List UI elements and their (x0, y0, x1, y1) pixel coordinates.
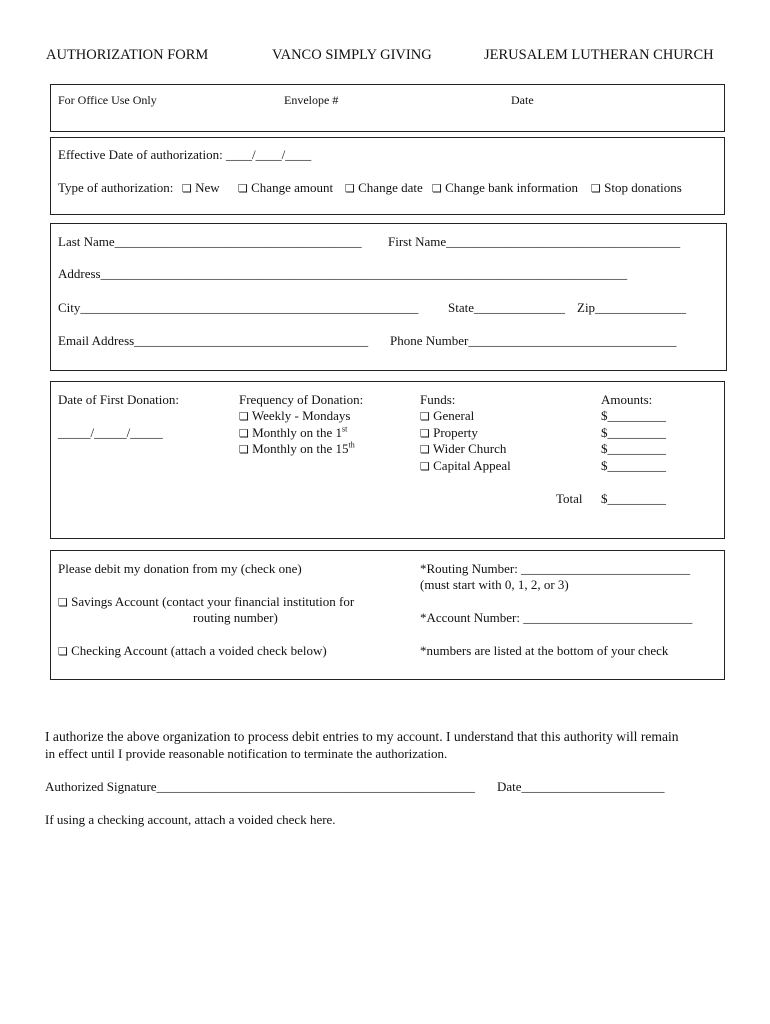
total-label: Total (556, 491, 583, 506)
state-field[interactable]: State______________ (448, 300, 565, 315)
numbers-note: *numbers are listed at the bottom of your check (420, 643, 669, 658)
checkbox-icon[interactable]: ❏ (420, 410, 430, 423)
signature-date-field[interactable]: Date______________________ (497, 779, 665, 794)
envelope-label: Envelope # (284, 93, 339, 107)
debit-prompt: Please debit my donation from my (check one) (58, 561, 302, 576)
auth-type-change-amount[interactable] (238, 180, 333, 196)
fund-label: Wider Church (432, 441, 507, 456)
amount-capital-appeal-field[interactable]: $_________ (601, 458, 666, 473)
auth-type-label: Change amount (251, 180, 334, 195)
auth-type-new[interactable] (182, 180, 220, 196)
form-title: AUTHORIZATION FORM (46, 47, 209, 63)
first-name-field[interactable]: First Name____________________________________ (388, 234, 681, 249)
frequency-label: Frequency of Donation: (239, 392, 364, 407)
funds-label: Funds: (420, 392, 456, 407)
church-name: JERUSALEM LUTHERAN CHURCH (484, 47, 714, 63)
email-field[interactable]: Email Address____________________________________ (58, 333, 369, 348)
auth-type-label: Change date (358, 180, 423, 195)
routing-number-note: (must start with 0, 1, 2, or 3) (420, 577, 569, 592)
fund-capital-appeal[interactable] (420, 458, 511, 474)
address-field[interactable]: Address_________________________________________________________________________________ (58, 266, 628, 281)
checkbox-icon[interactable]: ❏ (182, 182, 192, 195)
freq-monthly-1st[interactable] (239, 425, 347, 441)
auth-type-stop[interactable] (591, 180, 682, 196)
ordinal-suffix: th (348, 440, 355, 450)
auth-type-label: New (195, 180, 220, 195)
auth-type-change-date[interactable] (345, 180, 423, 196)
fund-wider-church[interactable] (420, 441, 506, 457)
freq-label: Monthly on the 15 (252, 441, 349, 456)
office-use-box (50, 84, 725, 132)
freq-label: Weekly - Mondays (251, 408, 351, 423)
checkbox-icon[interactable]: ❏ (58, 645, 68, 658)
checking-label: Checking Account (attach a voided check below) (71, 643, 327, 658)
office-date-label: Date (511, 93, 534, 107)
checkbox-icon[interactable]: ❏ (239, 427, 249, 440)
first-donation-date-field[interactable]: _____/_____/_____ (58, 425, 163, 440)
account-number-field[interactable]: *Account Number: __________________________ (420, 610, 693, 625)
amount-property-field[interactable]: $_________ (601, 425, 666, 440)
auth-type-change-bank[interactable] (432, 180, 578, 196)
city-field[interactable]: City____________________________________________________ (58, 300, 419, 315)
fund-label: General (433, 408, 475, 423)
amount-general-field[interactable]: $_________ (601, 408, 666, 423)
freq-monthly-15th[interactable] (239, 441, 355, 457)
fund-label: Property (433, 425, 478, 440)
checkbox-icon[interactable]: ❏ (238, 182, 248, 195)
last-name-field[interactable]: Last Name______________________________________ (58, 234, 362, 249)
checkbox-icon[interactable]: ❏ (420, 460, 430, 473)
fund-general[interactable] (420, 408, 474, 424)
effective-date-field[interactable]: Effective Date of authorization: ____/____/____ (58, 147, 312, 162)
authorization-statement-line1: I authorize the above organization to process debit entries to my account. I understand that this authority will remain (45, 729, 679, 744)
checkbox-icon[interactable]: ❏ (591, 182, 601, 195)
routing-number-field[interactable]: *Routing Number: __________________________ (420, 561, 691, 576)
ordinal-suffix: st (342, 424, 348, 434)
auth-type-label: Change bank information (445, 180, 578, 195)
checkbox-icon[interactable]: ❏ (239, 443, 249, 456)
freq-label: Monthly on the 1 (252, 425, 343, 440)
savings-label: Savings Account (contact your financial institution for (71, 594, 355, 609)
signature-field[interactable]: Authorized Signature_________________________________________________ (45, 779, 476, 794)
first-donation-label: Date of First Donation: (58, 392, 179, 407)
savings-account-note: routing number) (193, 610, 278, 625)
fund-property[interactable] (420, 425, 478, 441)
zip-field[interactable]: Zip______________ (577, 300, 687, 315)
checkbox-icon[interactable]: ❏ (58, 596, 68, 609)
checkbox-icon[interactable]: ❏ (420, 427, 430, 440)
auth-type-label: Stop donations (604, 180, 682, 195)
total-amount-field[interactable]: $_________ (601, 491, 666, 506)
authorization-statement-line2: in effect until I provide reasonable notification to terminate the authorization. (45, 746, 448, 761)
checkbox-icon[interactable]: ❏ (239, 410, 249, 423)
fund-label: Capital Appeal (433, 458, 511, 473)
provider-name: VANCO SIMPLY GIVING (272, 47, 432, 63)
amounts-label: Amounts: (601, 392, 653, 407)
checkbox-icon[interactable]: ❏ (420, 443, 430, 456)
freq-weekly[interactable] (239, 408, 351, 424)
phone-field[interactable]: Phone Number________________________________ (390, 333, 677, 348)
checking-account-option[interactable] (58, 643, 327, 659)
office-use-label: For Office Use Only (58, 93, 157, 107)
savings-account-option[interactable] (58, 594, 354, 610)
authorization-type-label: Type of authorization: (58, 180, 174, 195)
amount-wider-church-field[interactable]: $_________ (601, 441, 666, 456)
checkbox-icon[interactable]: ❏ (432, 182, 442, 195)
checkbox-icon[interactable]: ❏ (345, 182, 355, 195)
voided-check-instruction: If using a checking account, attach a voided check here. (45, 812, 336, 827)
